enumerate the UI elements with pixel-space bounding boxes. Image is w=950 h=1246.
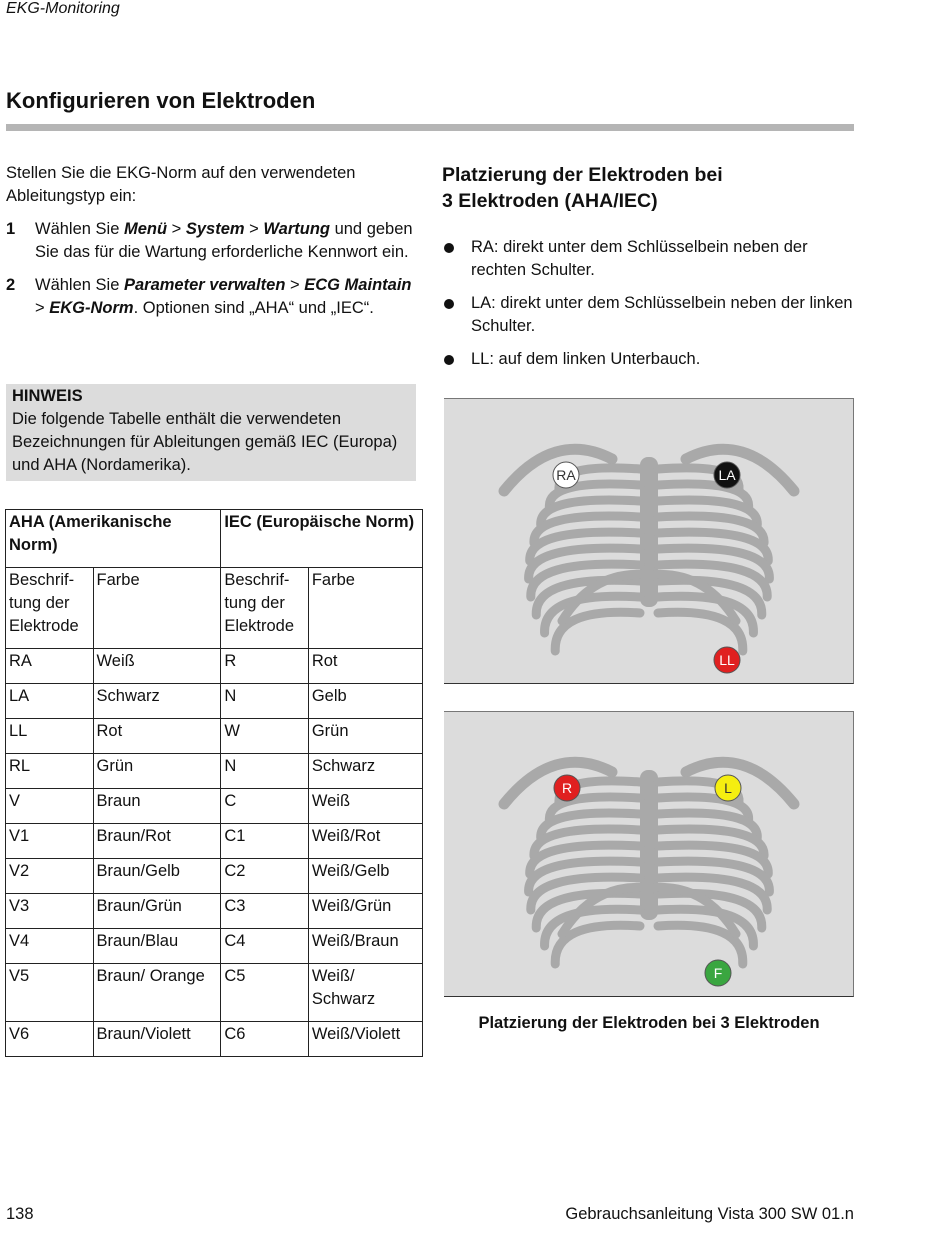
table-cell: Braun/Blau [93, 929, 221, 964]
table-cell: LL [6, 719, 94, 754]
table-row [6, 649, 423, 684]
ribcage-illustration [444, 399, 854, 685]
ribcage-shape [504, 762, 794, 964]
note-text: Die folgende Tabelle enthält die verwendeten Bezeichnungen für Ableitungen gemäß IEC (Europa) und AHA (Nordamerika). [12, 410, 398, 474]
table-row [6, 754, 423, 789]
table-cell: C2 [221, 859, 309, 894]
step-number: 1 [6, 220, 16, 238]
table-cell: V5 [6, 964, 94, 1022]
step-number: 2 [6, 276, 16, 294]
table-row [6, 894, 423, 929]
placement-heading-line: Platzierung der Elektroden bei [442, 164, 723, 186]
step-text: Wählen Sie Menü > System > Wartung und geben Sie das für die Wartung erforderliche Kennwort ein. [35, 220, 413, 261]
title-rule [6, 124, 854, 131]
table-row [6, 859, 423, 894]
table-cell: R [221, 649, 309, 684]
iec-electrode-figure [444, 711, 854, 997]
table-cell: V3 [6, 894, 94, 929]
table-sub-header-row [6, 568, 423, 649]
electrode-label: RA [556, 467, 576, 483]
table-group-header-row [6, 510, 423, 568]
table-cell: C5 [221, 964, 309, 1022]
table-cell: Rot [93, 719, 221, 754]
table-cell: V6 [6, 1022, 94, 1057]
table-cell: Schwarz [93, 684, 221, 719]
table-cell: Gelb [308, 684, 422, 719]
electrode-label: LL [719, 652, 735, 668]
table-row [6, 684, 423, 719]
table-cell: Weiß [308, 789, 422, 824]
bullet-icon [442, 348, 471, 371]
table-cell: C3 [221, 894, 309, 929]
electrode-marker-ra [553, 462, 579, 488]
table-cell: Weiß/Rot [308, 824, 422, 859]
aha-electrode-figure [444, 398, 854, 684]
electrode-label: L [724, 780, 732, 796]
ribcage-shape [504, 449, 794, 651]
bullet-icon [442, 292, 471, 338]
electrode-label: LA [718, 467, 736, 483]
table-row [6, 824, 423, 859]
table-row [6, 964, 423, 1022]
table-cell: C [221, 789, 309, 824]
intro-text: Stellen Sie die EKG-Norm auf den verwendeten Ableitungstyp ein: [6, 164, 356, 205]
table-cell: Weiß/ Schwarz [308, 964, 422, 1022]
menu-path-parameter: Parameter verwalten [123, 276, 286, 294]
table-cell: V1 [6, 824, 94, 859]
electrode-marker-la [714, 462, 740, 488]
electrode-marker-f [705, 960, 731, 986]
table-cell: Weiß/Grün [308, 894, 422, 929]
table-cell: Weiß [93, 649, 221, 684]
list-item: RA: direkt unter dem Schlüsselbein neben der rechten Schulter. [442, 236, 862, 282]
running-head: EKG-Monitoring [6, 0, 120, 17]
page-number: 138 [6, 1205, 34, 1223]
table-row [6, 789, 423, 824]
table-cell: RA [6, 649, 94, 684]
electrode-marker-l [715, 775, 741, 801]
iec-header: IEC (Europäische Norm) [221, 510, 423, 568]
table-cell: V [6, 789, 94, 824]
instructions-column [6, 162, 418, 330]
electrode-label: R [561, 780, 573, 796]
table-cell: Weiß/Braun [308, 929, 422, 964]
table-cell: N [221, 754, 309, 789]
column-header: Farbe [93, 568, 221, 649]
table-cell: Braun/ Orange [93, 964, 221, 1022]
column-header: Beschrif-tung der Elektrode [6, 568, 94, 649]
table-cell: Weiß/Gelb [308, 859, 422, 894]
table-cell: Braun/Gelb [93, 859, 221, 894]
table-cell: Braun/Rot [93, 824, 221, 859]
step-item [6, 274, 418, 320]
table-cell: Braun/Grün [93, 894, 221, 929]
table-cell: C1 [221, 824, 309, 859]
placement-heading-line: 3 Elektroden (AHA/IEC) [442, 190, 658, 212]
placement-heading [442, 162, 862, 214]
table-row [6, 929, 423, 964]
column-header: Farbe [308, 568, 422, 649]
lead-norm-table [5, 509, 423, 1057]
section-title: Konfigurieren von Elektroden [6, 88, 316, 113]
step-list [6, 218, 418, 320]
table-cell: N [221, 684, 309, 719]
electrode-marker-ll [714, 647, 740, 673]
table-cell: RL [6, 754, 94, 789]
aha-header: AHA (Amerikanische Norm) [6, 510, 221, 568]
table-cell: Grün [93, 754, 221, 789]
table-row [6, 1022, 423, 1057]
table-cell: Weiß/Violett [308, 1022, 422, 1057]
menu-path-ecg-maintain: ECG Maintain [304, 276, 412, 294]
table-cell: V2 [6, 859, 94, 894]
note-box [6, 384, 416, 481]
footer-doc-title: Gebrauchsanleitung Vista 300 SW 01.n [565, 1205, 854, 1223]
table-cell: Grün [308, 719, 422, 754]
table-cell: C6 [221, 1022, 309, 1057]
table-cell: Braun [93, 789, 221, 824]
menu-path-wartung: Wartung [263, 220, 330, 238]
table-cell: Braun/Violett [93, 1022, 221, 1057]
table-cell: LA [6, 684, 94, 719]
bullet-icon [442, 236, 471, 282]
table-cell: Rot [308, 649, 422, 684]
table-cell: W [221, 719, 309, 754]
table-row [6, 719, 423, 754]
column-header: Beschrif-tung der Elektrode [221, 568, 309, 649]
note-title: HINWEIS [12, 387, 83, 405]
menu-path-system: System [185, 220, 245, 238]
menu-path-ekg-norm: EKG-Norm [49, 299, 134, 317]
electrode-label: F [713, 965, 723, 981]
table-cell: C4 [221, 929, 309, 964]
electrode-marker-r [554, 775, 580, 801]
list-item: LL: auf dem linken Unterbauch. [442, 348, 862, 371]
figure-caption: Platzierung der Elektroden bei 3 Elektroden [478, 1014, 820, 1032]
menu-path-menu: Menü [123, 220, 168, 238]
placement-bullet-list [442, 236, 862, 381]
table-cell: Schwarz [308, 754, 422, 789]
table-cell: V4 [6, 929, 94, 964]
list-item: LA: direkt unter dem Schlüsselbein neben der linken Schulter. [442, 292, 862, 338]
step-text: Wählen Sie Parameter verwalten > ECG Maintain > EKG-Norm. Optionen sind „AHA“ und „IEC“. [35, 276, 412, 317]
ribcage-illustration [444, 712, 854, 998]
step-item [6, 218, 418, 264]
